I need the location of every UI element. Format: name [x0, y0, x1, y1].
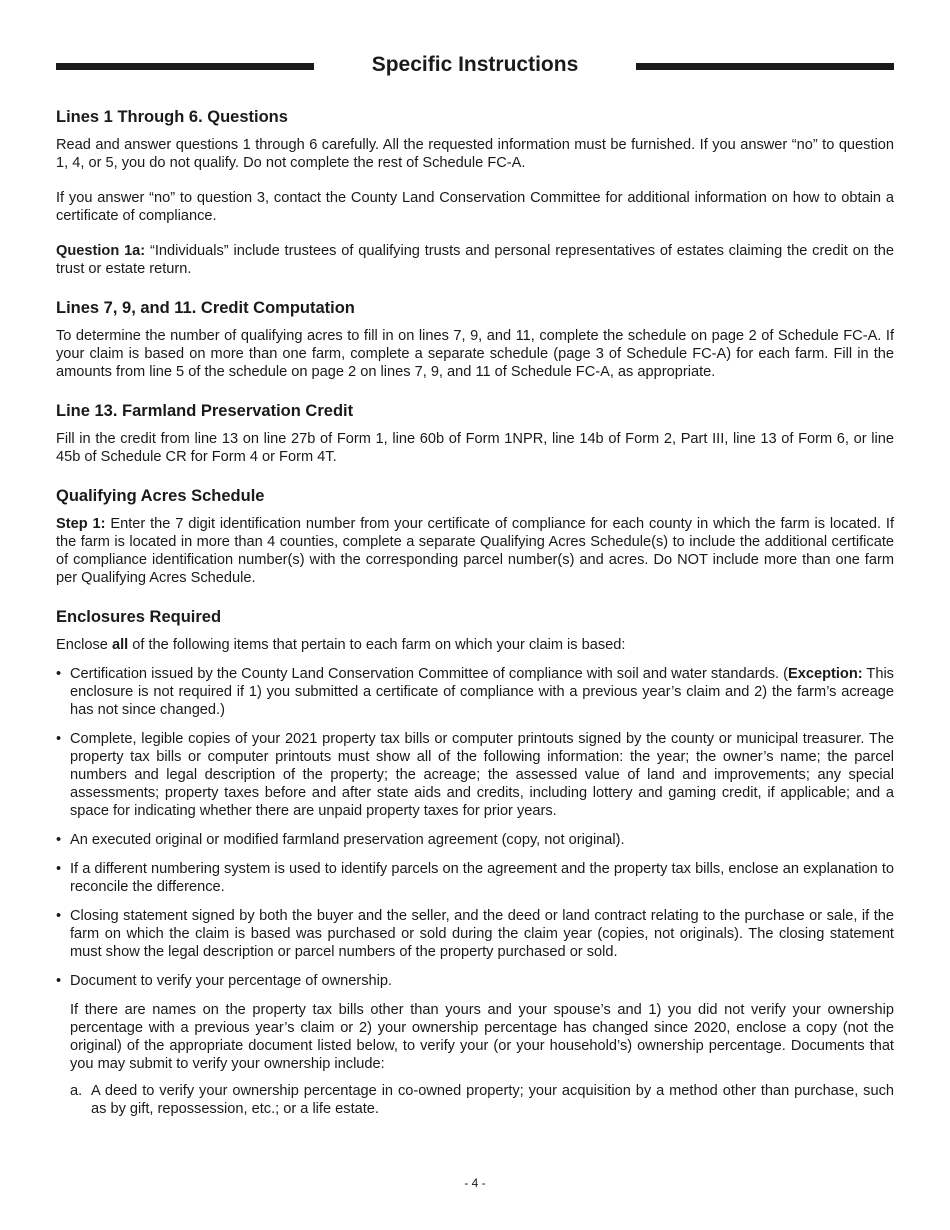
- section-enclosures: [56, 607, 894, 1118]
- enclosures-intro-pre: Enclose: [56, 637, 112, 653]
- enclosures-intro-post: of the following items that pertain to each farm on which your claim is based:: [128, 637, 626, 653]
- list-item: [56, 831, 894, 849]
- qualifying-acres-paragraph: [56, 515, 894, 587]
- enclosures-list: [56, 665, 894, 990]
- questions-paragraph-2: If you answer “no” to question 3, contact the County Land Conservation Committee for additional information on how to obtain a certificate of compliance.: [56, 190, 894, 224]
- section-heading-qualifying-acres: Qualifying Acres Schedule: [56, 487, 265, 505]
- section-heading-enclosures: Enclosures Required: [56, 608, 222, 626]
- bullet-icon: •: [56, 973, 62, 989]
- list-item: [56, 860, 894, 896]
- list-item: [56, 665, 894, 719]
- title-row: [56, 50, 894, 82]
- ownership-paragraph: If there are names on the property tax bills other than yours and your spouse’s and 1) you did not verify your ownership percentage with a previous year’s claim or 2) your ownership percentage has changed since 2020, enclose a copy (not the original) of the appropriate document listed below, to verify your (or your household’s) ownership percentage. Documents that you may submit to verify your ownership include:: [70, 1002, 894, 1072]
- bullet-icon: •: [56, 666, 62, 682]
- section-credit-computation: [56, 298, 894, 381]
- questions-paragraph-1: Read and answer questions 1 through 6 carefully. All the requested information must be furnished. If you answer “no” to question 1, 4, or 5, you do not qualify. Do not complete the rest of Schedule FC-A.: [56, 137, 894, 171]
- item-1-text-post: This enclosure is not required if 1) you submitted a certificate of compliance with a previous year’s claim and 2) the farm’s acreage has not since changed.): [70, 666, 894, 718]
- bullet-icon: •: [56, 861, 62, 877]
- question-1a-label: Question 1a:: [56, 243, 146, 259]
- section-qualifying-acres: [56, 486, 894, 587]
- item-5-text: Closing statement signed by both the buyer and the seller, and the deed or land contract relating to the purchase or sale, if the farm on which the claim is based was purchased or sold during the claim year (copies, not originals). The closing statement must show the legal description or parcel numbers of the property purchased or sold.: [70, 908, 894, 960]
- enclosures-intro: [56, 636, 894, 654]
- list-item: [56, 907, 894, 961]
- alpha-text-a: A deed to verify your ownership percentage in co-owned property; your acquisition by a method other than purchase, such as by gift, repossession, etc.; or a life estate.: [91, 1083, 894, 1117]
- item-4-text: If a different numbering system is used to identify parcels on the agreement and the property tax bills, enclose an explanation to reconcile the difference.: [70, 861, 894, 895]
- item-3-text: An executed original or modified farmland preservation agreement (copy, not original).: [70, 832, 625, 848]
- item-1-text-pre: Certification issued by the County Land Conservation Committee of compliance with soil and water standards. (: [70, 666, 788, 682]
- title-rule-right: [636, 63, 894, 70]
- section-farmland-credit: [56, 401, 894, 466]
- list-item: [56, 730, 894, 820]
- list-item: [56, 972, 894, 990]
- step-1-text: Enter the 7 digit identification number from your certificate of compliance for each county in which the farm is located. If the farm is located in more than 4 counties, complete a separate Qualifying Acres Schedule(s) to include the additional certificate of compliance identification number(s) with the corresponding parcel number(s) and acres. Do NOT include more than one farm per Qualifying Acres Schedule.: [56, 516, 895, 586]
- bullet-icon: •: [56, 731, 62, 747]
- section-heading-farmland-credit: Line 13. Farmland Preservation Credit: [56, 402, 354, 420]
- item-2-text: Complete, legible copies of your 2021 property tax bills or computer printouts signed by the county or municipal treasurer. The property tax bills or computer printouts must show all of the following information: the year; the owner’s name; the parcel numbers and legal description of the property; the acreage; the assessed value of land and improvements; any special assessments; property taxes before and after state aids and credits, including lottery and gaming credit, if applicable; and a space for indicating whether there are unpaid property taxes for prior years.: [70, 731, 894, 819]
- bullet-icon: •: [56, 832, 62, 848]
- section-heading-questions: Lines 1 Through 6. Questions: [56, 108, 288, 126]
- enclosures-intro-bold: all: [111, 637, 129, 653]
- page-number: - 4 -: [464, 1176, 486, 1190]
- page-title: Specific Instructions: [371, 53, 579, 76]
- section-questions: [56, 107, 894, 278]
- question-1a-text: “Individuals” include trustees of qualifying trusts and personal representatives of estates claiming the credit on the trust or estate return.: [56, 243, 894, 277]
- item-1-exception-label: Exception:: [788, 666, 863, 682]
- credit-computation-paragraph: To determine the number of qualifying acres to fill in on lines 7, 9, and 11, complete the schedule on page 2 of Schedule FC-A. If your claim is based on more than one farm, complete a separate schedule (page 3 of Schedule FC-A) for each farm. Fill in the amounts from line 5 of the schedule on page 2 on lines 7, 9, and 11 of Schedule FC-A, as appropriate.: [56, 328, 894, 380]
- alpha-label-a: a.: [70, 1083, 83, 1099]
- bullet-icon: •: [56, 908, 62, 924]
- alpha-list-item-a: [56, 1082, 894, 1118]
- questions-paragraph-3: [56, 242, 894, 278]
- section-heading-credit-computation: Lines 7, 9, and 11. Credit Computation: [56, 299, 355, 317]
- item-6-text: Document to verify your percentage of ownership.: [70, 973, 393, 989]
- farmland-credit-paragraph: Fill in the credit from line 13 on line 27b of Form 1, line 60b of Form 1NPR, line 14b of Form 2, Part III, line 13 of Form 6, or line 45b of Schedule CR for Form 4 or Form 4T.: [56, 431, 894, 465]
- content: [56, 107, 894, 1138]
- step-1-label: Step 1:: [56, 516, 106, 532]
